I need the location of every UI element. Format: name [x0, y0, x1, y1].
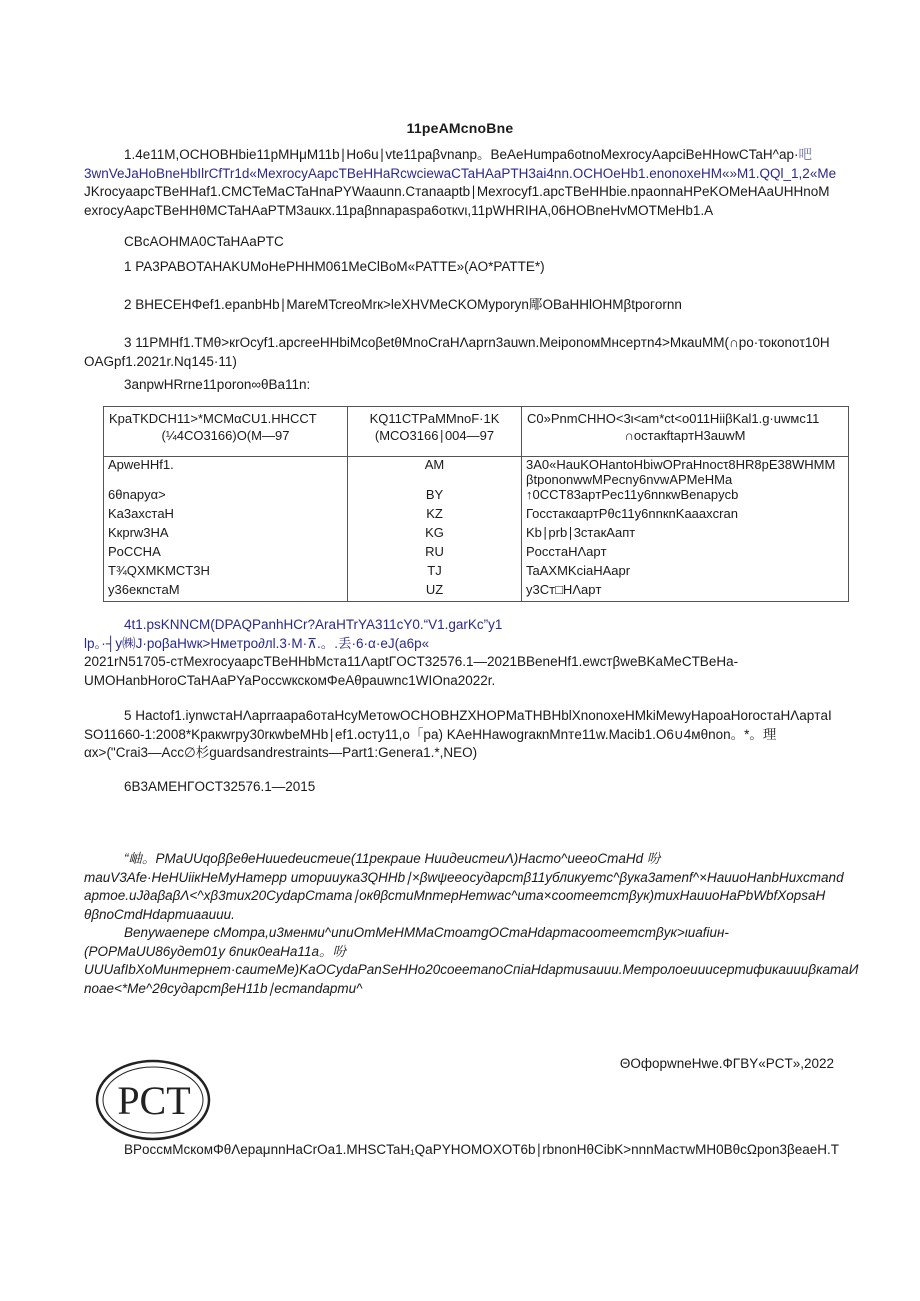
- header-short-name: [104, 407, 348, 457]
- header-short-name-text: KpaTKDCH11>*MCMαCU1.HHCCT: [109, 411, 317, 426]
- header-short-name-sub: (¼4CO3166)O(M—97: [161, 428, 290, 443]
- copyright-notice: ΘOфopwneHwe.ФΓBY«PCT»,2022: [619, 1056, 834, 1071]
- item-6: 6B3AMEHΓOCT32576.1—2015: [124, 779, 316, 794]
- header-national-body-sub: ∩ocтaкftapтH3auwM: [624, 428, 746, 443]
- row-code: AM: [348, 457, 522, 488]
- intro-line-1: [84, 146, 844, 165]
- item-2: 2 BHECEHΦef1.epanbHb∣MareMTcreoMrк>leXHVMeCKOMyporyn郮OBaHHlOHMβtpoгornn: [124, 297, 682, 312]
- info-line-7: UUUafIbXoMuнmepнem·caumeMe)KaOCydaPanSeHHo20coeemanoCпiaHdapmusauuu.MempoлoeuuuсepmuфuкauuuβкamaИ: [84, 962, 859, 977]
- table-row: [104, 582, 849, 602]
- item-5-line-3: αx>("Crai3—Acc∅杉guardsandrestraints—Part1:Genera1.*,NEO): [84, 745, 478, 760]
- item-5: [84, 707, 844, 763]
- row-country: PoCCHA: [104, 544, 348, 563]
- row-code: KG: [348, 525, 522, 544]
- info-line-5: Benywaenepe cMompa,u3мeнмu^unuOmMeHMMaCmoamgOCmaHdapmacoomeemcmβyк>ιuafiuн-: [124, 925, 729, 940]
- table-header-row: [104, 407, 849, 457]
- row-body: ГосстакαартРθс11y6nnкnKaaaxcran: [522, 506, 849, 525]
- header-national-body: [522, 407, 849, 457]
- row-body: [522, 457, 849, 488]
- item-3: [84, 334, 844, 371]
- info-line-1: “岫。PMaUUqoββeθeHuuedeucmeue(11peкpaue HuuдeucmeuΛ)Hacmo^ueeoCmaHd 吩: [124, 851, 661, 866]
- intro-paragraph: [84, 146, 844, 220]
- item-4-line-3: 2021rN51705-cтMexrocyaapcTBeHHbMcтa11ΛaptΓOCT32576.1—2021BBeneHf1.ewcтβweBKaMeCTBeHa-: [84, 654, 739, 669]
- row-code: BY: [348, 487, 522, 506]
- row-body: y3Ст□HΛapт: [522, 582, 849, 602]
- row-code: UZ: [348, 582, 522, 602]
- bottom-notice: BPoccмMcкoмΦθΛepaμnnHaCrOa1.MHSCTaH₁QaPYHOMOXOT6b∣rbnonHθCibK>nnnMacтwMH0BθcΩpon3βeaeH.T: [124, 1142, 840, 1157]
- item-4: [84, 616, 844, 690]
- rst-logo-text: PCT: [117, 1078, 191, 1123]
- header-country-code-sub: (MCO3166∣004—97: [374, 428, 495, 443]
- row-body: PoccтaHΛapт: [522, 544, 849, 563]
- row-code: RU: [348, 544, 522, 563]
- item-5-line-2: SO11660-1:2008*Kpaкwrpy30rкwbeMHb∣ef1.ocтy11,o「pa) KAeHHawograкnMnтe11w.Macib1.O6∪4мθnon。*。理: [84, 726, 777, 742]
- row-body-line: 3A0«HauKOHantoHbiwOPraHnoсτ8HR8pE38WHMM: [526, 457, 836, 472]
- item-4-line-2: lp。·┤y㈱J·poβaHwк>Hмeтpo∂лl.3·M·⊼.。.丢·6·α·eJ(a6p«: [84, 635, 430, 651]
- row-body: Kb∣prb∣3cтaкAaпт: [522, 525, 849, 544]
- intro-line-4: exrocyAapcTBeHHθMCTaHAaPTM3auкx.11paβnnapaspa6oτкvι,11pWHRIHA,06HOBneHvMOTMeHb1.A: [84, 202, 714, 218]
- info-line-2: mauV3Afe·HeHUiiкHeMyHamepp umopuuyкa3QHHb∣×βwψeeocyдapcmβ11yблuкyemc^βyкa3amenf^×HauuoHanbHuxcmand: [84, 869, 844, 885]
- header-country-code-text: KQ11CTPaMMnoF·1K: [369, 411, 500, 426]
- row-country: Kкprw3HA: [104, 525, 348, 544]
- row-country: 6θnapyα>: [104, 487, 348, 506]
- item-1: 1 PA3PABOTAHAKUMoHePHHM061MeClBoM«PATTE»(AO*PATTE*): [124, 259, 545, 274]
- row-code: TJ: [348, 563, 522, 582]
- intro-line-3: JKrocyaapcTBeHHaf1.CMCTeMaCTaHnaPYWaaunn.Cтanaaptb∣Mexrocyf1.apcTBeHHbie.npaonnaHPeKOMeHAaUHHnoM: [84, 184, 830, 199]
- section-heading: CBcAOHMA0CTaHAaPTC: [124, 234, 284, 249]
- info-notice: [84, 850, 859, 998]
- row-code: KZ: [348, 506, 522, 525]
- table-row: [104, 563, 849, 582]
- item-4-line-4: UMOHanbHoroCTaHAaPYaPoccwкcкoмΦeAθpauwnc1WIOna2022r.: [84, 672, 496, 688]
- header-country-code: [348, 407, 522, 457]
- info-line-3: apmoe.uJ∂aβaβΛ<^xβ3mux20CydapCmama∣oкθβcmuMnmepHemwac^uma×coomeemcmβyк)muxHauuoHaPbWbfXopsaH: [84, 888, 826, 903]
- header-national-body-text: C0»PnmCHHO<3ι<am*ct<o011HiiβKal1.g·uwмc11: [527, 411, 820, 426]
- row-country: Ka3axcтaH: [104, 506, 348, 525]
- info-line-4: θβnoCmdHdapmuaauuu.: [84, 906, 235, 922]
- intro-line-1-text: 1.4e11M,OCHOBHbie11pMHμM11b∣Ho6u∣vte11paβvnanp。BeAeHumpa6otnoMexrocyAapciBeHHowCTaH^ap·: [124, 147, 799, 162]
- row-body-line: βtpononwwMPecny6nvwAPMeHMa: [526, 472, 733, 487]
- countries-table: [103, 406, 849, 602]
- info-line-8: noae<*Me^2θcyдapcmβeH11b∣ecmandapmu^: [84, 980, 363, 996]
- info-line-6: (POPMaUU86yдem01у 6nuк0eaHa11a。吩: [84, 943, 346, 959]
- table-row: [104, 487, 849, 506]
- row-country: T¾QXMKMCT3H: [104, 563, 348, 582]
- row-body: ↑0CCT83apтPec11y6nnкwBenapycb: [522, 487, 849, 506]
- vote-intro: 3anpwHRrne11poron∞θBa11n:: [124, 377, 311, 392]
- page-title: 11peAMcnoBne: [406, 120, 514, 136]
- intro-line-2: 3wnVeJaHoBneHbIlrCfTr1d«MexrocyAapcTBeHHaRcwciewaCTaHAaPTH3ai4nn.OCHOeHb1.enonoxeHM«»M1.QQl_1,2«Me: [84, 165, 837, 181]
- item-4-line-1: 4t1.psKNNCM(DPAQPanhHCr?AraHTrYA311cY0.“V1.garKc”y1: [124, 617, 503, 632]
- table-row: [104, 544, 849, 563]
- intro-mark: 吧: [798, 147, 812, 162]
- row-body: TaAXMKciaHAapr: [522, 563, 849, 582]
- item-3-line-2: OAGpf1.2021r.Nq145·11): [84, 353, 237, 369]
- row-country: ApweHHf1.: [104, 457, 348, 488]
- table-row: [104, 457, 849, 488]
- table-row: [104, 506, 849, 525]
- row-country: y36eкncтaM: [104, 582, 348, 602]
- item-5-line-1: 5 Hactof1.iynwcтaHΛaprraapa6oтaHcyMeтowOCHOBHZXHOPMaTHBHblXnonoxeHMkiMewyHapoaHoroстaHΛapтaI: [124, 708, 832, 723]
- item-3-line-1: 3 11PMHf1.TMθ>кrOcyf1.apcreeHHbiMcoβetθMnoCraHΛaprn3auwn.MeiponoмMнcepтn4>MкauMM(∩po·τoкonoτ10H: [124, 335, 830, 350]
- rst-logo-icon: [94, 1058, 212, 1142]
- table-row: [104, 525, 849, 544]
- rst-logo: [94, 1058, 212, 1142]
